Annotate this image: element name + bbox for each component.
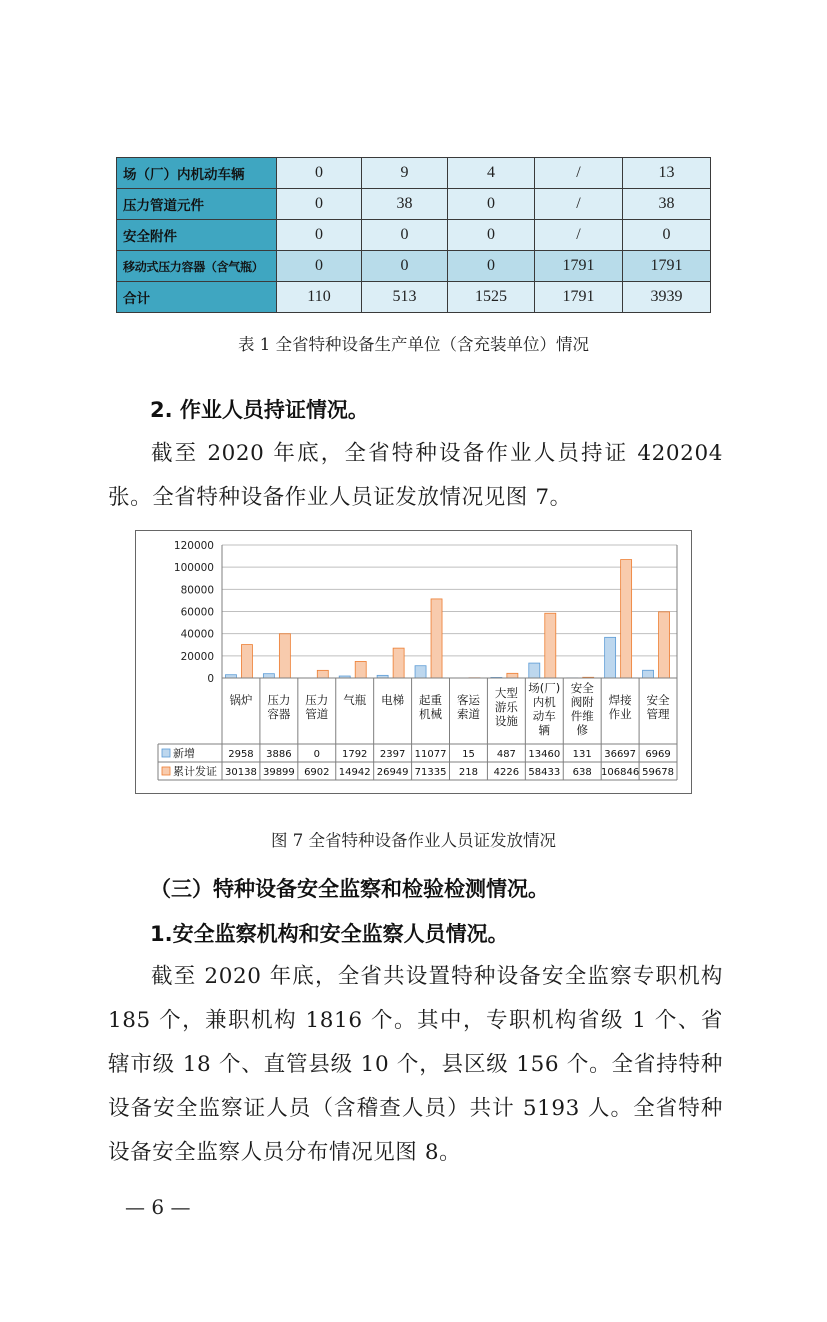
data-label: 26949: [376, 767, 409, 778]
table-cell: 38: [623, 189, 711, 220]
data-label: 13460: [528, 749, 561, 760]
y-tick-label: 20000: [180, 650, 214, 663]
table-cell: 13: [623, 158, 711, 189]
category-label: 焊接作业: [608, 693, 632, 721]
row-label: 安全附件: [117, 220, 277, 251]
table-cell: /: [535, 158, 623, 189]
body-paragraph: 截至 2020 年底，全省特种设备作业人员持证 420204 张。全省特种设备作业人员证发放情况见图 7。: [108, 441, 723, 510]
category-label: 安全阀附件维修: [570, 681, 594, 737]
bar-cumulative: [659, 612, 670, 678]
bar-new: [263, 674, 274, 678]
category-label: 大型游乐设施: [494, 686, 518, 728]
data-label: 218: [458, 767, 479, 778]
table-cell: 0: [277, 189, 362, 220]
data-label: 39899: [262, 767, 295, 778]
y-tick-label: 80000: [180, 584, 214, 597]
bar-new: [643, 670, 654, 678]
category-label: 压力管道: [305, 693, 329, 721]
category-label: 电梯: [381, 693, 405, 707]
table-row: [117, 220, 711, 251]
table-cell: 0: [623, 220, 711, 251]
data-label: 4226: [493, 767, 520, 778]
data-label: 106846: [601, 767, 640, 778]
subsection-heading: 1.安全监察机构和安全监察人员情况。: [150, 922, 509, 946]
bar-cumulative: [507, 673, 518, 678]
table-cell: 9: [362, 158, 448, 189]
legend-label: 累计发证: [173, 765, 217, 778]
category-label: 安全管理: [646, 693, 670, 721]
y-tick-label: 120000: [173, 540, 214, 552]
bar-cumulative: [279, 634, 290, 678]
table-cell: 38: [362, 189, 448, 220]
bar-cumulative: [355, 661, 366, 678]
table-cell: 0: [448, 220, 535, 251]
category-label: 客运索道: [456, 693, 480, 721]
bar-cumulative: [241, 645, 252, 678]
table-cell: 1791: [535, 251, 623, 282]
category-label: 场(厂)内机动车辆: [528, 681, 561, 737]
figure-caption: 图 7 全省特种设备作业人员证发放情况: [271, 831, 556, 850]
y-tick-label: 40000: [180, 628, 214, 641]
table-cell: /: [535, 189, 623, 220]
table-cell: 0: [362, 220, 448, 251]
data-label: 1792: [341, 749, 368, 760]
row-label: 合计: [117, 282, 277, 313]
section-heading: 2. 作业人员持证情况。: [150, 398, 369, 422]
data-label: 2397: [379, 749, 406, 760]
table-caption: 表 1 全省特种设备生产单位（含充装单位）情况: [238, 335, 589, 354]
table-row: [117, 282, 711, 313]
legend-swatch: [162, 767, 170, 775]
table-cell: 0: [448, 189, 535, 220]
table-cell: 4: [448, 158, 535, 189]
row-label: 压力管道元件: [117, 189, 277, 220]
table-row: [117, 158, 711, 189]
row-label: 场（厂）内机动车辆: [117, 158, 277, 189]
production-units-table: [116, 157, 711, 313]
table-cell: 1525: [448, 282, 535, 313]
chart-canvas: [136, 531, 691, 793]
data-label: 71335: [414, 767, 447, 778]
table-row: [117, 189, 711, 220]
data-label: 30138: [225, 767, 257, 778]
data-label: 58433: [528, 767, 561, 778]
data-label: 36697: [604, 749, 637, 760]
table-row: [117, 251, 711, 282]
y-tick-label: 0: [207, 673, 214, 685]
legend-label: 新增: [173, 747, 195, 760]
bar-cumulative: [621, 560, 632, 678]
data-label: 2958: [228, 749, 254, 760]
table-cell: 0: [448, 251, 535, 282]
data-label: 131: [572, 749, 592, 760]
table-cell: /: [535, 220, 623, 251]
data-label: 11077: [414, 749, 447, 760]
data-label: 14942: [338, 767, 371, 778]
table-cell: 0: [362, 251, 448, 282]
certificate-issuance-chart: [135, 530, 692, 794]
data-label: 59678: [642, 767, 674, 778]
data-label: 3886: [266, 749, 292, 760]
table-cell: 1791: [535, 282, 623, 313]
body-paragraph: 截至 2020 年底，全省共设置特种设备安全监察专职机构 185 个，兼职机构 1816 个。其中，专职机构省级 1 个、省辖市级 18 个、直管县级 10 个，县区级 156 个。全省持特种设备安全监察证人员（含稽查人员）共计 5193 人。全省特种设备安全监察人员分布情况见图 8。: [108, 964, 723, 1165]
y-tick-label: 100000: [173, 562, 214, 575]
table-cell: 3939: [623, 282, 711, 313]
bar-cumulative: [545, 613, 556, 678]
section-heading: （三）特种设备安全监察和检验检测情况。: [150, 877, 549, 901]
data-label: 0: [313, 749, 320, 760]
page-number: — 6 —: [125, 1195, 191, 1219]
table-cell: 1791: [623, 251, 711, 282]
y-tick-label: 60000: [180, 606, 214, 619]
category-label: 起重机械: [419, 693, 443, 721]
legend-swatch: [162, 749, 170, 757]
table-cell: 110: [277, 282, 362, 313]
bar-new: [529, 663, 540, 678]
row-label: 移动式压力容器（含气瓶）: [117, 251, 277, 282]
category-label: 气瓶: [343, 693, 367, 707]
data-label: 638: [572, 767, 592, 778]
bar-cumulative: [431, 599, 442, 678]
bar-new: [605, 637, 616, 678]
table-cell: 513: [362, 282, 448, 313]
data-label: 6902: [304, 767, 330, 778]
bar-new: [415, 666, 426, 678]
category-label: 压力容器: [267, 693, 291, 721]
table-cell: 0: [277, 220, 362, 251]
bar-cumulative: [393, 648, 404, 678]
data-label: 487: [496, 749, 516, 760]
bar-cumulative: [317, 670, 328, 678]
data-label: 15: [462, 749, 475, 760]
data-label: 6969: [645, 749, 671, 760]
table-cell: 0: [277, 251, 362, 282]
table-cell: 0: [277, 158, 362, 189]
category-label: 锅炉: [229, 693, 253, 707]
